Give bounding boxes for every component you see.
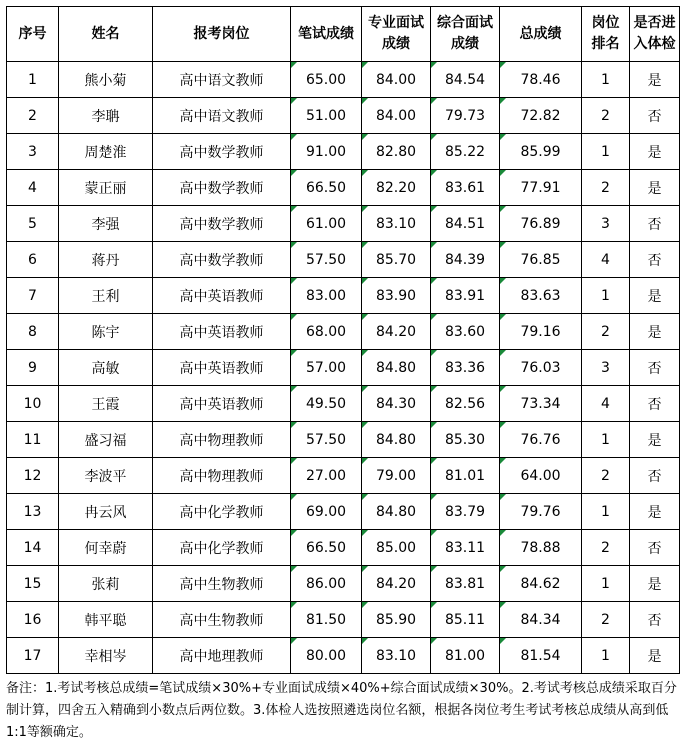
cell-position: 高中生物教师 (153, 566, 291, 602)
cell-physical-exam: 是 (630, 170, 680, 206)
cell-position: 高中数学教师 (153, 134, 291, 170)
cell-comprehensive-interview-score: 85.30 (431, 422, 500, 458)
cell-written-score: 57.00 (291, 350, 362, 386)
cell-position: 高中地理教师 (153, 638, 291, 674)
cell-written-score: 57.50 (291, 242, 362, 278)
header-position (153, 7, 291, 62)
cell-position-rank: 1 (582, 422, 630, 458)
cell-written-score: 57.50 (291, 422, 362, 458)
cell-position: 高中数学教师 (153, 206, 291, 242)
cell-position-rank: 1 (582, 494, 630, 530)
cell-position-rank: 2 (582, 602, 630, 638)
table-row (7, 134, 680, 170)
cell-professional-interview-score: 82.20 (362, 170, 431, 206)
header-written-score (291, 7, 362, 62)
cell-comprehensive-interview-score: 83.36 (431, 350, 500, 386)
cell-index: 6 (7, 242, 59, 278)
cell-written-score: 86.00 (291, 566, 362, 602)
cell-comprehensive-interview-score: 84.51 (431, 206, 500, 242)
cell-physical-exam: 是 (630, 494, 680, 530)
cell-index: 16 (7, 602, 59, 638)
cell-position: 高中数学教师 (153, 170, 291, 206)
cell-comprehensive-interview-score: 83.79 (431, 494, 500, 530)
table-row (7, 386, 680, 422)
cell-comprehensive-interview-score: 83.11 (431, 530, 500, 566)
cell-comprehensive-interview-score: 83.81 (431, 566, 500, 602)
table-row (7, 62, 680, 98)
cell-written-score: 61.00 (291, 206, 362, 242)
table-row (7, 458, 680, 494)
cell-name: 韩平聪 (59, 602, 153, 638)
cell-total-score: 84.34 (500, 602, 582, 638)
cell-total-score: 84.62 (500, 566, 582, 602)
cell-total-score: 85.99 (500, 134, 582, 170)
cell-written-score: 51.00 (291, 98, 362, 134)
cell-comprehensive-interview-score: 79.73 (431, 98, 500, 134)
cell-professional-interview-score: 84.20 (362, 314, 431, 350)
cell-comprehensive-interview-score: 85.11 (431, 602, 500, 638)
table-row (7, 494, 680, 530)
cell-written-score: 80.00 (291, 638, 362, 674)
table-row (7, 98, 680, 134)
header-row (7, 7, 680, 62)
cell-total-score: 64.00 (500, 458, 582, 494)
cell-index: 14 (7, 530, 59, 566)
cell-written-score: 66.50 (291, 530, 362, 566)
cell-name: 何幸蔚 (59, 530, 153, 566)
cell-name: 王霞 (59, 386, 153, 422)
cell-name: 周楚淮 (59, 134, 153, 170)
cell-index: 1 (7, 62, 59, 98)
cell-position-rank: 1 (582, 566, 630, 602)
cell-comprehensive-interview-score: 82.56 (431, 386, 500, 422)
cell-total-score: 79.76 (500, 494, 582, 530)
cell-index: 12 (7, 458, 59, 494)
header-total-score (500, 7, 582, 62)
cell-name: 王利 (59, 278, 153, 314)
header-professional-interview-score (362, 7, 431, 62)
cell-physical-exam: 是 (630, 566, 680, 602)
cell-position-rank: 4 (582, 242, 630, 278)
header-text: 入体检 (633, 36, 676, 52)
cell-position-rank: 1 (582, 134, 630, 170)
cell-comprehensive-interview-score: 85.22 (431, 134, 500, 170)
cell-position-rank: 4 (582, 386, 630, 422)
score-table (6, 6, 680, 674)
cell-written-score: 49.50 (291, 386, 362, 422)
cell-position: 高中语文教师 (153, 98, 291, 134)
cell-total-score: 78.88 (500, 530, 582, 566)
header-index (7, 7, 59, 62)
cell-physical-exam: 否 (630, 602, 680, 638)
header-text: 成绩 (382, 36, 410, 52)
cell-position: 高中英语教师 (153, 314, 291, 350)
cell-index: 11 (7, 422, 59, 458)
cell-physical-exam: 否 (630, 206, 680, 242)
cell-professional-interview-score: 84.80 (362, 422, 431, 458)
cell-written-score: 81.50 (291, 602, 362, 638)
cell-position-rank: 2 (582, 530, 630, 566)
cell-comprehensive-interview-score: 83.60 (431, 314, 500, 350)
table-row (7, 638, 680, 674)
cell-position: 高中化学教师 (153, 494, 291, 530)
header-text: 序号 (18, 25, 47, 42)
cell-professional-interview-score: 83.10 (362, 638, 431, 674)
cell-position-rank: 1 (582, 62, 630, 98)
cell-total-score: 76.76 (500, 422, 582, 458)
table-row (7, 170, 680, 206)
cell-position: 高中生物教师 (153, 602, 291, 638)
cell-professional-interview-score: 84.30 (362, 386, 431, 422)
cell-name: 盛习福 (59, 422, 153, 458)
cell-comprehensive-interview-score: 83.61 (431, 170, 500, 206)
cell-comprehensive-interview-score: 81.01 (431, 458, 500, 494)
header-text: 笔试成绩 (298, 25, 354, 42)
cell-total-score: 76.03 (500, 350, 582, 386)
cell-comprehensive-interview-score: 84.54 (431, 62, 500, 98)
cell-professional-interview-score: 84.00 (362, 98, 431, 134)
cell-name: 陈宇 (59, 314, 153, 350)
table-row (7, 566, 680, 602)
cell-total-score: 77.91 (500, 170, 582, 206)
cell-name: 高敏 (59, 350, 153, 386)
cell-name: 李聃 (59, 98, 153, 134)
cell-professional-interview-score: 79.00 (362, 458, 431, 494)
cell-index: 8 (7, 314, 59, 350)
cell-index: 4 (7, 170, 59, 206)
cell-name: 冉云风 (59, 494, 153, 530)
cell-comprehensive-interview-score: 83.91 (431, 278, 500, 314)
cell-position: 高中物理教师 (153, 458, 291, 494)
cell-professional-interview-score: 83.90 (362, 278, 431, 314)
cell-professional-interview-score: 82.80 (362, 134, 431, 170)
cell-index: 15 (7, 566, 59, 602)
cell-index: 7 (7, 278, 59, 314)
header-text: 岗位 (591, 15, 620, 31)
cell-physical-exam: 是 (630, 314, 680, 350)
cell-physical-exam: 否 (630, 386, 680, 422)
cell-position-rank: 3 (582, 206, 630, 242)
cell-comprehensive-interview-score: 84.39 (431, 242, 500, 278)
cell-name: 幸相岑 (59, 638, 153, 674)
cell-written-score: 83.00 (291, 278, 362, 314)
cell-physical-exam: 否 (630, 458, 680, 494)
table-row (7, 314, 680, 350)
cell-comprehensive-interview-score: 81.00 (431, 638, 500, 674)
cell-position: 高中英语教师 (153, 386, 291, 422)
cell-physical-exam: 否 (630, 242, 680, 278)
cell-position: 高中物理教师 (153, 422, 291, 458)
cell-physical-exam: 否 (630, 350, 680, 386)
header-text: 总成绩 (519, 25, 562, 42)
header-position-rank (582, 7, 630, 62)
cell-professional-interview-score: 85.90 (362, 602, 431, 638)
cell-index: 13 (7, 494, 59, 530)
header-text: 成绩 (451, 36, 479, 52)
cell-name: 蒋丹 (59, 242, 153, 278)
cell-total-score: 76.85 (500, 242, 582, 278)
cell-total-score: 72.82 (500, 98, 582, 134)
cell-professional-interview-score: 85.70 (362, 242, 431, 278)
cell-physical-exam: 否 (630, 530, 680, 566)
header-text: 综合面试 (437, 15, 493, 31)
cell-position-rank: 3 (582, 350, 630, 386)
cell-professional-interview-score: 83.10 (362, 206, 431, 242)
cell-index: 3 (7, 134, 59, 170)
cell-written-score: 68.00 (291, 314, 362, 350)
cell-professional-interview-score: 84.00 (362, 62, 431, 98)
cell-written-score: 65.00 (291, 62, 362, 98)
cell-index: 5 (7, 206, 59, 242)
cell-total-score: 81.54 (500, 638, 582, 674)
cell-total-score: 83.63 (500, 278, 582, 314)
cell-position: 高中化学教师 (153, 530, 291, 566)
cell-position-rank: 2 (582, 98, 630, 134)
cell-professional-interview-score: 84.20 (362, 566, 431, 602)
table-row (7, 206, 680, 242)
cell-index: 9 (7, 350, 59, 386)
cell-professional-interview-score: 84.80 (362, 494, 431, 530)
cell-position: 高中语文教师 (153, 62, 291, 98)
footnote: 备注：1.考试考核总成绩=笔试成绩×30%+专业面试成绩×40%+综合面试成绩×30%。2.考试考核总成绩采取百分制计算，四舍五入精确到小数点后两位数。3.体检人选按照遴选岗位名额，根据各岗位考生考试考核总成绩从高到低1:1等额确定。 (6, 681, 677, 740)
cell-name: 李波平 (59, 458, 153, 494)
cell-name: 熊小菊 (59, 62, 153, 98)
cell-name: 张莉 (59, 566, 153, 602)
cell-index: 2 (7, 98, 59, 134)
header-physical-exam (630, 7, 680, 62)
cell-written-score: 66.50 (291, 170, 362, 206)
cell-position-rank: 1 (582, 638, 630, 674)
cell-physical-exam: 是 (630, 134, 680, 170)
cell-total-score: 73.34 (500, 386, 582, 422)
table-row (7, 278, 680, 314)
cell-name: 李强 (59, 206, 153, 242)
cell-position: 高中英语教师 (153, 350, 291, 386)
header-text: 报考岗位 (193, 25, 250, 42)
cell-physical-exam: 是 (630, 278, 680, 314)
cell-position-rank: 2 (582, 458, 630, 494)
header-text: 专业面试 (368, 15, 424, 31)
cell-total-score: 76.89 (500, 206, 582, 242)
cell-professional-interview-score: 84.80 (362, 350, 431, 386)
cell-physical-exam: 是 (630, 638, 680, 674)
cell-physical-exam: 是 (630, 62, 680, 98)
header-comprehensive-interview-score (431, 7, 500, 62)
table-row (7, 422, 680, 458)
cell-position-rank: 2 (582, 170, 630, 206)
cell-written-score: 69.00 (291, 494, 362, 530)
table-row (7, 350, 680, 386)
cell-position: 高中英语教师 (153, 278, 291, 314)
header-name (59, 7, 153, 62)
table-row (7, 530, 680, 566)
cell-position-rank: 1 (582, 278, 630, 314)
header-text: 是否进 (633, 15, 676, 31)
cell-physical-exam: 否 (630, 98, 680, 134)
cell-total-score: 78.46 (500, 62, 582, 98)
cell-position: 高中数学教师 (153, 242, 291, 278)
table-row (7, 242, 680, 278)
cell-written-score: 91.00 (291, 134, 362, 170)
cell-index: 10 (7, 386, 59, 422)
cell-index: 17 (7, 638, 59, 674)
header-text: 姓名 (91, 25, 120, 42)
table-row (7, 602, 680, 638)
header-text: 排名 (591, 36, 620, 52)
cell-position-rank: 2 (582, 314, 630, 350)
cell-professional-interview-score: 85.00 (362, 530, 431, 566)
cell-physical-exam: 是 (630, 422, 680, 458)
cell-total-score: 79.16 (500, 314, 582, 350)
cell-name: 蒙正丽 (59, 170, 153, 206)
cell-written-score: 27.00 (291, 458, 362, 494)
